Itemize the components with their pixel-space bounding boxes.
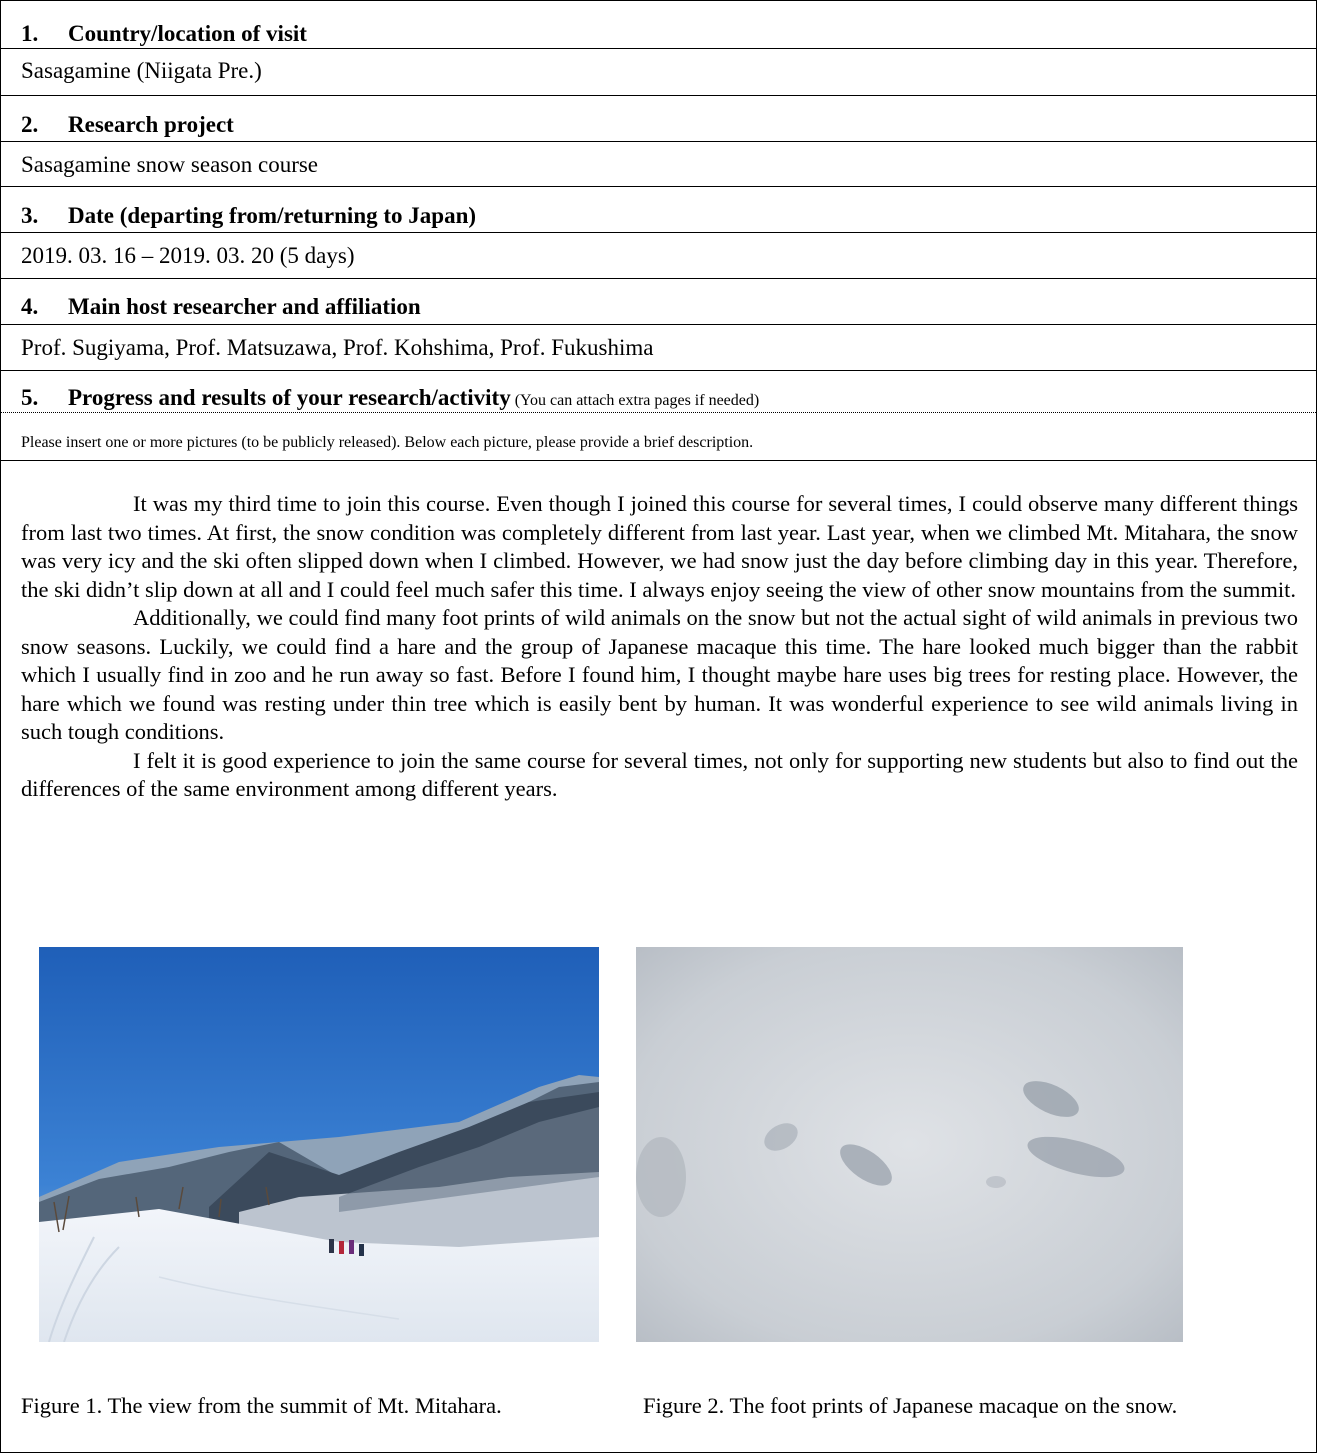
section-2-number: 2.: [21, 112, 39, 137]
section-5-header: [1, 370, 1316, 413]
section-3-value-row: [1, 232, 1316, 278]
figure-2-caption: Figure 2. The foot prints of Japanese macaque on the snow.: [643, 1393, 1178, 1418]
section-3-header: [1, 186, 1316, 232]
paragraph-3: I felt it is good experience to join the same course for several times, not only for supporting new students but also to find out the differences of the same environment among different years.: [21, 747, 1298, 801]
instruction-divider: [1, 460, 1316, 461]
section-5-title: Progress and results of your research/activity: [68, 385, 511, 410]
date-value: 2019. 03. 16 – 2019. 03. 20 (5 days): [21, 243, 355, 268]
section-2-title: Research project: [68, 112, 234, 137]
section-4-header: [1, 278, 1316, 324]
section-2-value-row: [1, 141, 1316, 186]
section-1-number: 1.: [21, 21, 39, 46]
mountain-summit-image: [39, 947, 599, 1342]
section-4-number: 4.: [21, 294, 39, 319]
section-1-value-row: [1, 48, 1316, 95]
location-value: Sasagamine (Niigata Pre.): [21, 58, 262, 83]
project-value: Sasagamine snow season course: [21, 152, 319, 177]
section-4-title: Main host researcher and affiliation: [68, 294, 421, 319]
section-1-header: [1, 0, 1316, 48]
section-1-title: Country/location of visit: [68, 21, 307, 46]
figure-1-caption: Figure 1. The view from the summit of Mt. Mitahara.: [21, 1393, 502, 1418]
report-body: [21, 490, 1298, 804]
section-2-header: [1, 95, 1316, 141]
snow-footprints-image: [636, 947, 1183, 1342]
section-5-number: 5.: [21, 385, 39, 410]
section-3-title: Date (departing from/returning to Japan): [68, 203, 477, 228]
section-4-value-row: [1, 324, 1316, 370]
host-researcher-value: Prof. Sugiyama, Prof. Matsuzawa, Prof. Kohshima, Prof. Fukushima: [21, 335, 654, 360]
dotted-divider: [1, 412, 1316, 413]
paragraph-1: It was my third time to join this course. Even though I joined this course for several times, I could observe many different things from last two times. At first, the snow condition was completely different from last year. Last year, when we climbed Mt. Mitahara, the snow was very icy and the ski often slipped down when I climbed. However, we had snow just the day before climbing day in this year. Therefore, the ski didn’t slip down at all and I could feel much safer this time. I always enjoy seeing the view of other snow mountains from the summit.: [21, 491, 1298, 602]
paragraph-2: Additionally, we could find many foot prints of wild animals on the snow but not the actual sight of wild animals in previous two snow seasons. Luckily, we could find a hare and the group of Japanese macaque this time. The hare looked much bigger than the rabbit which I usually find in zoo and he run away so fast. Before I found him, I thought maybe hare uses big trees for resting place. However, the hare which we found was resting under thin tree which is easily bent by human. It was wonderful experience to see wild animals living in such tough conditions.: [21, 605, 1298, 744]
figure-1-photo: [39, 947, 599, 1342]
section-3-number: 3.: [21, 203, 39, 228]
picture-instruction: Please insert one or more pictures (to be publicly released). Below each picture, please provide a brief description.: [21, 434, 754, 451]
figure-2-photo: [636, 947, 1183, 1342]
section-5-note: (You can attach extra pages if needed): [510, 392, 760, 409]
